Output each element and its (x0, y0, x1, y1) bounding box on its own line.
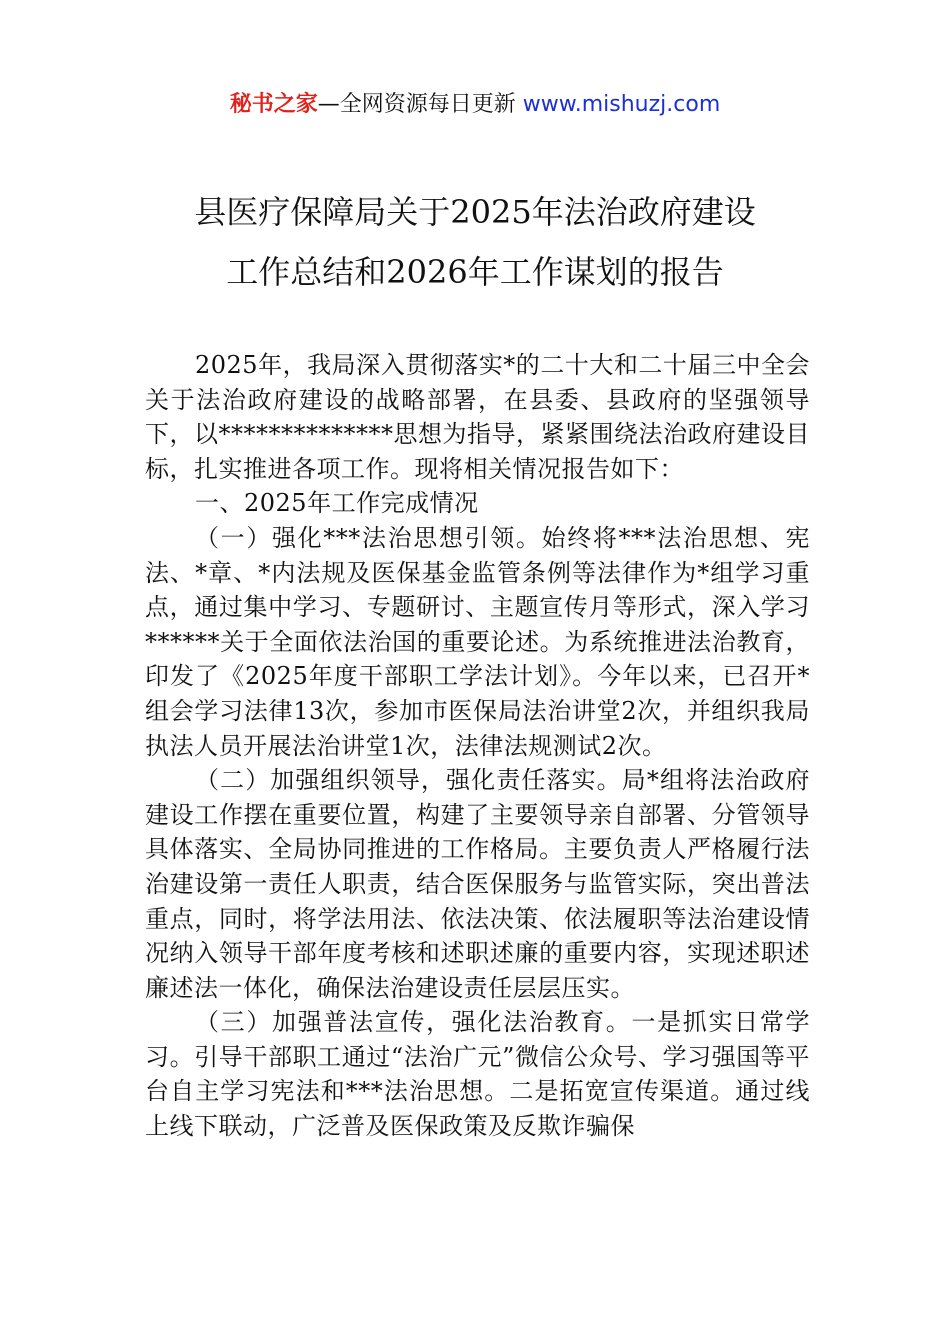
site-brand: 秘书之家 (229, 92, 318, 117)
title-line-1: 县医疗保障局关于2025年法治政府建设 (194, 193, 756, 231)
paragraph-intro: 2025年，我局深入贯彻落实*的二十大和二十届三中全会关于法治政府建设的战略部署，在县委、县政府的坚强领导下，以**************思想为指导，紧紧围绕法治政府建设目标，扎实推进各项工作。现将相关情况报告如下： (145, 351, 810, 483)
site-url-link[interactable]: www.mishuzj.com (522, 92, 721, 117)
site-tagline: —全网资源每日更新 (317, 92, 523, 117)
document-title (60, 182, 890, 302)
document-body (145, 348, 810, 1144)
section-heading: 一、2025年工作完成情况 (195, 489, 479, 518)
site-header (0, 88, 950, 122)
title-line-2: 工作总结和2026年工作谋划的报告 (226, 253, 724, 291)
paragraph-item-2: （二）加强组织领导，强化责任落实。局*组将法治政府建设工作摆在重要位置，构建了主要领导亲自部署、分管领导具体落实、全局协同推进的工作格局。主要负责人严格履行法治建设第一责任人职责，结合医保服务与监管实际，突出普法重点，同时，将学法用法、依法决策、依法履职等法治建设情况纳入领导干部年度考核和述职述廉的重要内容，实现述职述廉述法一体化，确保法治建设责任层层压实。 (145, 766, 810, 1002)
paragraph-item-1: （一）强化***法治思想引领。始终将***法治思想、宪法、*章、*内法规及医保基金监管条例等法律作为*组学习重点，通过集中学习、专题研讨、主题宣传月等形式，深入学习******关于全面依法治国的重要论述。为系统推进法治教育，印发了《2025年度干部职工学法计划》。今年以来，已召开*组会学习法律13次，参加市医保局法治讲堂2次，并组织我局执法人员开展法治讲堂1次，法律法规测试2次。 (145, 523, 810, 760)
paragraph-item-3: （三）加强普法宣传，强化法治教育。一是抓实日常学习。引导干部职工通过“法治广元”微信公众号、学习强国等平台自主学习宪法和***法治思想。二是拓宽宣传渠道。通过线上线下联动，广泛普及医保政策及反欺诈骗保 (145, 1008, 810, 1141)
